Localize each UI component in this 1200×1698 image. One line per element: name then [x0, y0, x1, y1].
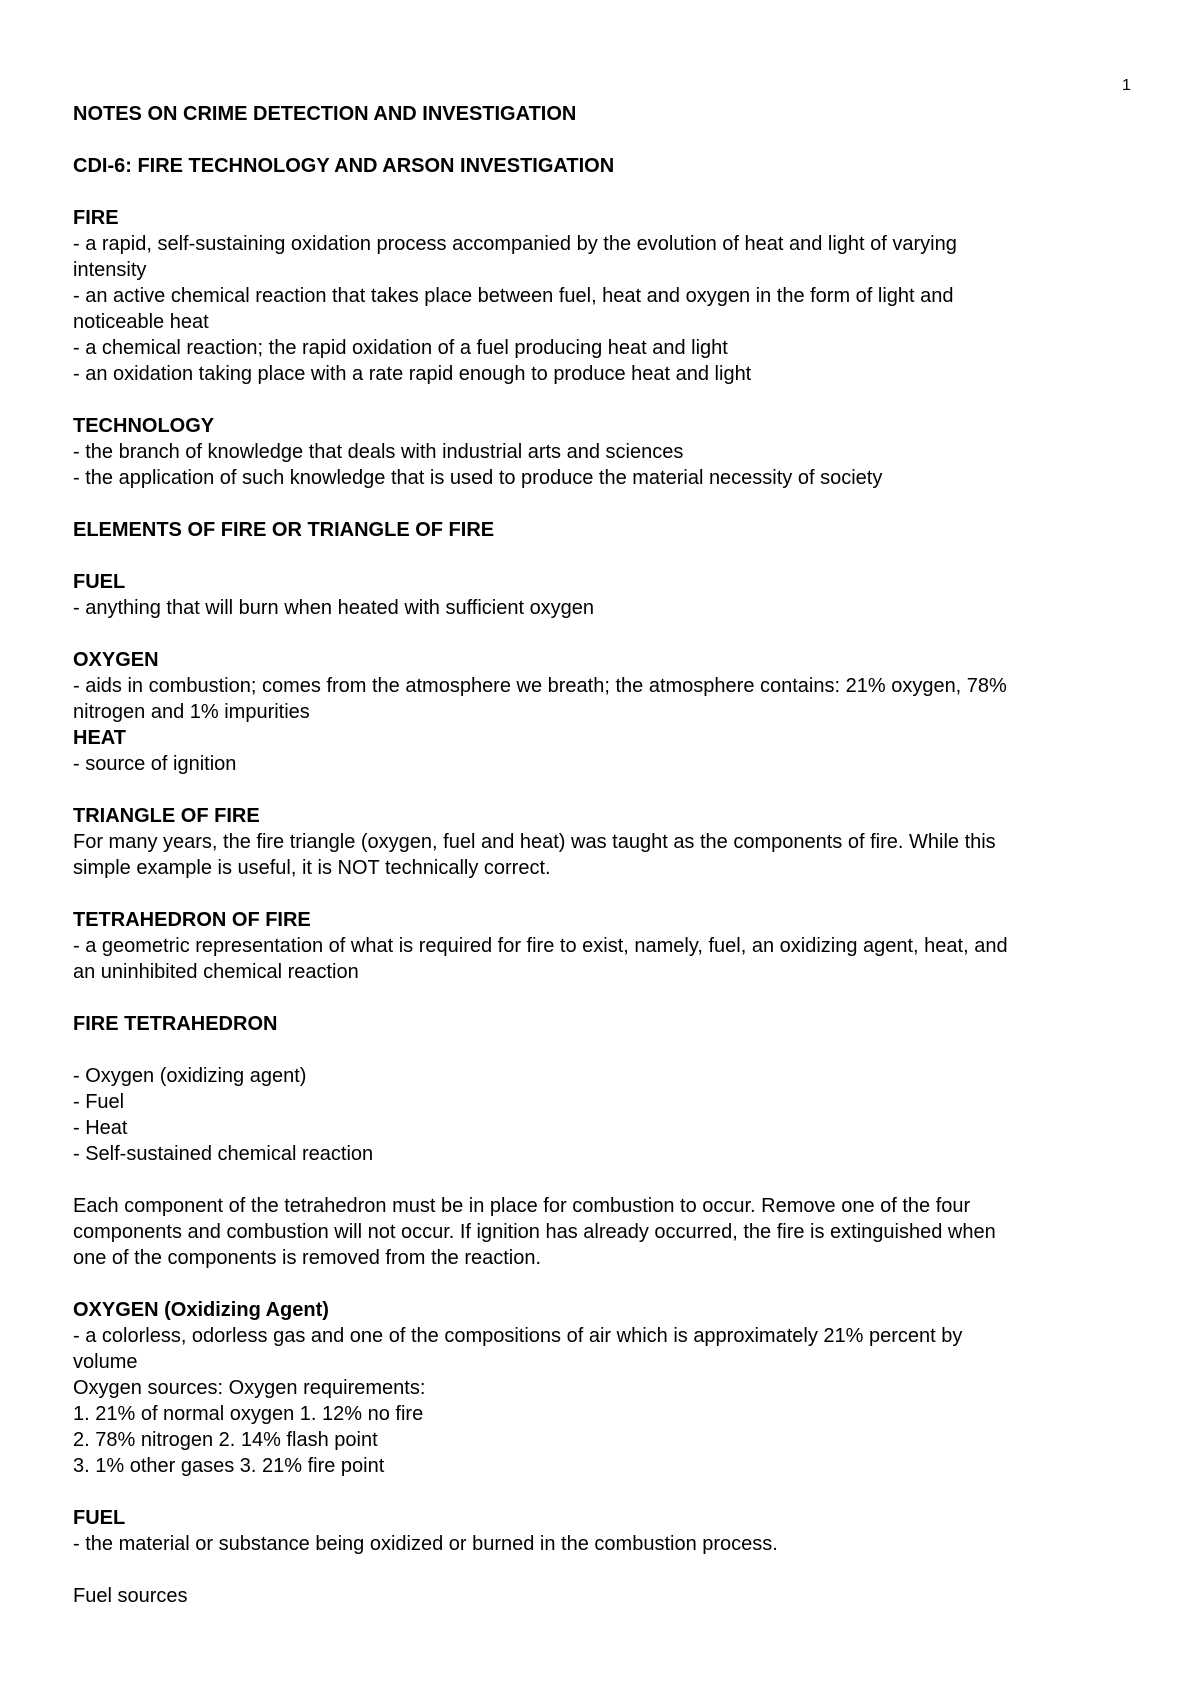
- text-line: nitrogen and 1% impurities: [73, 701, 310, 723]
- section-heading: FIRE TETRAHEDRON: [73, 1013, 278, 1035]
- text-line: components and combustion will not occur. If ignition has already occurred, the fire is extinguished when: [73, 1221, 996, 1243]
- section-fuel-material: [73, 1505, 1133, 1557]
- text-line: noticeable heat: [73, 311, 209, 333]
- elements-heading: ELEMENTS OF FIRE OR TRIANGLE OF FIRE: [73, 519, 495, 541]
- text-line: - an active chemical reaction that takes place between fuel, heat and oxygen in the form of light and: [73, 285, 954, 307]
- section-tetrahedron-of-fire: [73, 907, 1133, 985]
- section-heading: OXYGEN (Oxidizing Agent): [73, 1299, 329, 1321]
- text-line: - a colorless, odorless gas and one of the compositions of air which is approximately 21% percent by: [73, 1325, 963, 1347]
- section-triangle-of-fire: [73, 803, 1133, 881]
- section-oxygen: [73, 647, 1133, 725]
- section-oxygen-oxidizing-agent: [73, 1297, 1133, 1479]
- text-line: - the branch of knowledge that deals with industrial arts and sciences: [73, 441, 684, 463]
- text-line: Oxygen sources: Oxygen requirements:: [73, 1377, 426, 1399]
- section-heading: TRIANGLE OF FIRE: [73, 805, 260, 827]
- section-fire: [73, 205, 1133, 387]
- list-item: - Fuel: [73, 1091, 125, 1113]
- text-line: - a chemical reaction; the rapid oxidation of a fuel producing heat and light: [73, 337, 728, 359]
- text-line: Each component of the tetrahedron must be in place for combustion to occur. Remove one of the four: [73, 1195, 971, 1217]
- list-item: - Oxygen (oxidizing agent): [73, 1065, 307, 1087]
- text-line: For many years, the fire triangle (oxygen, fuel and heat) was taught as the components of fire. While this: [73, 831, 996, 853]
- section-technology: [73, 413, 1133, 491]
- section-heat: [73, 725, 1133, 777]
- text-line: - a geometric representation of what is required for fire to exist, namely, fuel, an oxidizing agent, heat, and: [73, 935, 1008, 957]
- section-fire-tetrahedron: [73, 1011, 1133, 1271]
- section-heading: OXYGEN: [73, 649, 159, 671]
- text-line: an uninhibited chemical reaction: [73, 961, 359, 983]
- document-title: NOTES ON CRIME DETECTION AND INVESTIGATION: [73, 103, 577, 125]
- text-line: 2. 78% nitrogen 2. 14% flash point: [73, 1429, 378, 1451]
- list-item: - Self-sustained chemical reaction: [73, 1143, 374, 1165]
- page-number: 1: [1122, 77, 1131, 94]
- text-line: one of the components is removed from the reaction.: [73, 1247, 542, 1269]
- section-heading: TETRAHEDRON OF FIRE: [73, 909, 311, 931]
- section-heading: HEAT: [73, 727, 126, 749]
- text-line: - source of ignition: [73, 753, 237, 775]
- text-line: - a rapid, self-sustaining oxidation process accompanied by the evolution of heat and light of varying: [73, 233, 957, 255]
- document-body: [73, 101, 1133, 1609]
- section-heading: FIRE: [73, 207, 119, 229]
- text-line: - the application of such knowledge that is used to produce the material necessity of society: [73, 467, 883, 489]
- fuel-sources-label: Fuel sources: [73, 1585, 188, 1607]
- section-heading: FUEL: [73, 571, 126, 593]
- section-heading: TECHNOLOGY: [73, 415, 215, 437]
- section-fuel: [73, 569, 1133, 621]
- text-line: simple example is useful, it is NOT technically correct.: [73, 857, 551, 879]
- text-line: 3. 1% other gases 3. 21% fire point: [73, 1455, 385, 1477]
- text-line: - anything that will burn when heated with sufficient oxygen: [73, 597, 595, 619]
- text-line: - an oxidation taking place with a rate rapid enough to produce heat and light: [73, 363, 752, 385]
- text-line: volume: [73, 1351, 138, 1373]
- text-line: 1. 21% of normal oxygen 1. 12% no fire: [73, 1403, 424, 1425]
- text-line: - the material or substance being oxidized or burned in the combustion process.: [73, 1533, 778, 1555]
- section-heading: FUEL: [73, 1507, 126, 1529]
- text-line: - aids in combustion; comes from the atmosphere we breath; the atmosphere contains: 21% oxygen, 78%: [73, 675, 1007, 697]
- list-item: - Heat: [73, 1117, 128, 1139]
- text-line: intensity: [73, 259, 147, 281]
- document-subtitle: CDI-6: FIRE TECHNOLOGY AND ARSON INVESTIGATION: [73, 155, 615, 177]
